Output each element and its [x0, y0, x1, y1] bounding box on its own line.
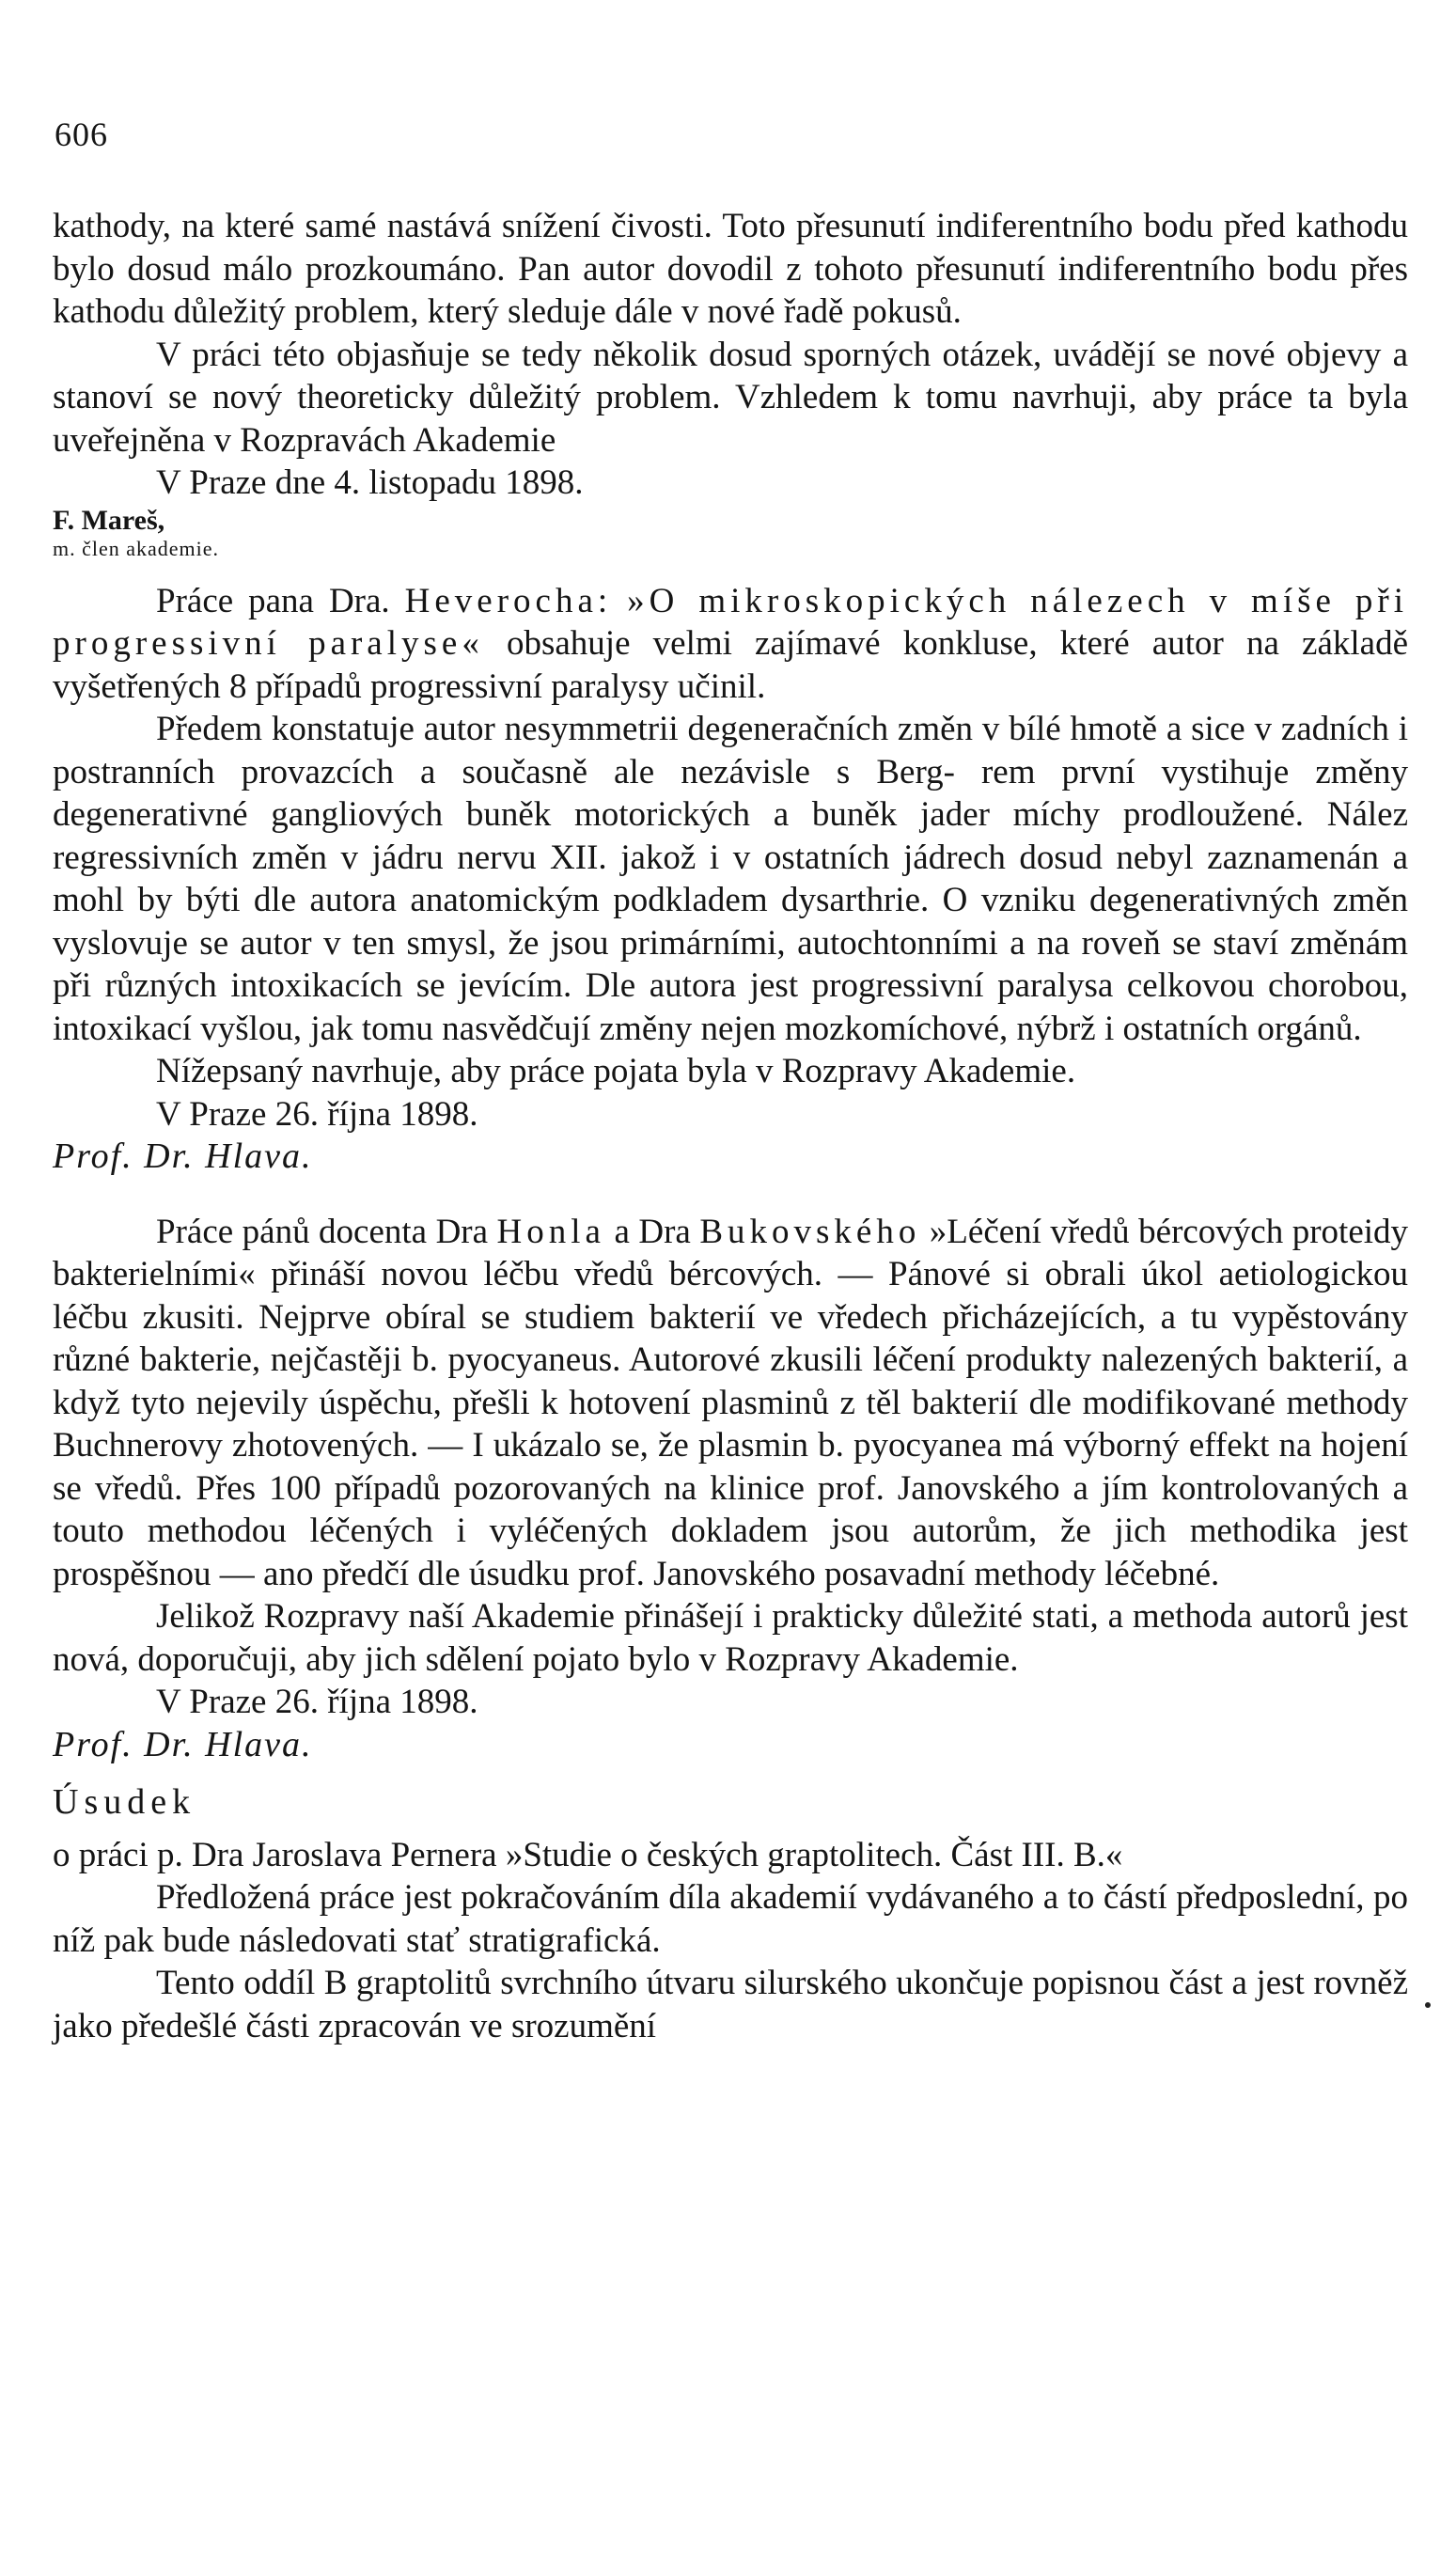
honl-paragraph-2: Jelikož Rozpravy naší Akademie přinášejí i prakticky důležité stati, a methoda autorů jest nová, doporučuji, aby jich sdělení pojato bylo v Rozpravy Akademie. — [53, 1597, 1408, 1679]
heveroch-paragraph-1 — [53, 580, 1408, 709]
honl-mid: a Dra — [614, 1212, 691, 1251]
heveroch-author: Heverocha: — [404, 581, 613, 620]
mares-signer: F. Mareš, — [53, 504, 165, 536]
honl-author-1: Honla — [496, 1212, 605, 1251]
mares-date: V Praze dne 4. listopadu 1898. — [156, 463, 584, 502]
usudek-heading: Úsudek — [53, 1782, 196, 1822]
honl-date: V Praze 26. října 1898. — [156, 1683, 478, 1721]
honl-signer: Prof. Dr. Hlava. — [53, 1724, 313, 1764]
heveroch-date: V Praze 26. října 1898. — [156, 1094, 478, 1134]
heveroch-paragraph-1-rest: obsahuje velmi zajímavé konkluse, které autor na základě vyšetřených 8 případů progressivní paralysy učinil. — [53, 624, 1408, 706]
heveroch-title: »O mikroskopických nálezech v míše při progressivní paralyse« — [53, 581, 1409, 663]
mares-signer-role: m. člen akademie. — [53, 536, 220, 560]
usudek-subject: o práci p. Dra Jaroslava Pernera »Studie o českých graptolitech. Část III. B.« — [53, 1835, 1123, 1874]
margin-dot — [1425, 2002, 1431, 2008]
usudek-paragraph-1: Předložená práce jest pokračováním díla akademií vydávaného a to částí předposlední, po níž pak bude následovati stať stratigrafická. — [53, 1878, 1408, 1960]
mares-signature — [53, 505, 1408, 561]
usudek-paragraph-2: Tento oddíl B graptolitů svrchního útvaru silurského ukončuje popisnou část a jest rovněž jako předešlé části zpracován ve srozumění — [53, 1964, 1408, 2045]
honl-paragraph-1 — [53, 1211, 1408, 1596]
honl-paragraph-1-rest: »Léčení vředů bércových proteidy bakterielními« přináší novou léčbu vředů bércových. — Pánové si obrali úkol aetiologickou léčbu zkusiti. Nejprve obíral se studiem bakterií ve vředech přicházejících, a tu vypěstovány různé bakterie, nejčastěji b. pyocyaneus. Autorové zkusili léčení produkty nalezených bakterií, a když tyto nejevily úspěchu, přešli k hotovení plasminů z těl bakterií dle modifikované methody Buchnerovy zhotovených. — I ukázalo se, že plasmin b. pyocyanea má výborný effekt na hojení se vředů. Přes 100 případů pozorovaných na klinice prof. Janovského a jím kontrolovaných a touto methodou léčených i vyléčených dokladem jsou autorům, že jich methodika jest prospěšnou — ano předčí dle úsudku prof. Janovského posavadní methody léčebné. — [53, 1212, 1409, 1593]
report-mares — [53, 205, 1408, 2047]
page-number: 606 — [55, 116, 108, 153]
heveroch-paragraph-2: Předem konstatuje autor nesymmetrii degeneračních změn v bílé hmotě a sice v zadních i postranních provazcích a současně ale nezávisle s Berg- rem první vystihuje změny degenerativné gangliových buněk motorických a buněk jader míchy prodloužené. Nález regressivních změn v jádru nervu XII. jakož i v ostatních jádrech dosud nebyl zaznamenán a mohl by býti dle autora anatomickým podkladem dysarthrie. O vzniku degenerativných změn vyslovuje se autor v ten smysl, že jsou primárními, autochtonními a na roveň se staví změnám při různých intoxikacích se jevícím. Dle autora jest progressivní paralysa celkovou chorobou, intoxikací vyšlou, jak tomu nasvědčují změny nejen mozkomíchové, nýbrž i ostatních orgánů. — [53, 710, 1408, 1048]
honl-author-2: Bukovského — [699, 1212, 921, 1251]
heveroch-signer: Prof. Dr. Hlava. — [53, 1136, 313, 1176]
mares-paragraph-2: V práci této objasňuje se tedy několik dosud sporných otázek, uvádějí se nové objevy a stanoví se nový theoreticky důležitý problem. Vzhledem k tomu navrhuji, aby práce ta byla uveřejněna v Rozpravách Akademie — [53, 335, 1408, 460]
mares-paragraph-1: kathody, na které samé nastává snížení čivosti. Toto přesunutí indiferentního bodu před kathodu bylo dosud málo prozkoumáno. Pan autor dovodil z tohoto přesunutí indiferentního bodu přes kathodu důležitý problem, který sleduje dále v nové řadě pokusů. — [53, 207, 1408, 331]
heveroch-intro: Práce pana Dra. — [156, 581, 390, 620]
honl-intro: Práce pánů docenta Dra — [156, 1212, 489, 1251]
heveroch-paragraph-3: Nížepsaný navrhuje, aby práce pojata byla v Rozpravy Akademie. — [156, 1052, 1076, 1090]
